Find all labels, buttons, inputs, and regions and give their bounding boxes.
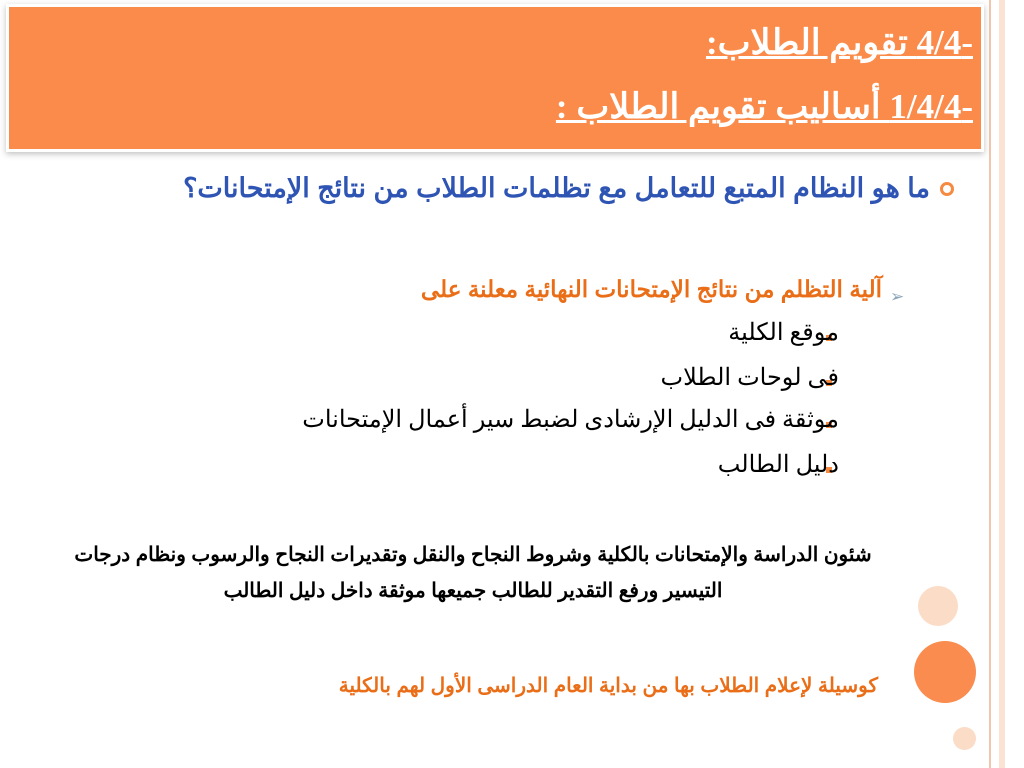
sub-heading: آلية التظلم من نتائج الإمتحانات النهائية معلنة على	[420, 276, 882, 302]
arrow-bullet-icon: ➢	[890, 287, 905, 307]
circle-bullet-icon	[940, 182, 954, 196]
title-banner	[6, 4, 984, 152]
decorative-circle-small	[953, 727, 976, 750]
list-item-student-guide: دليل الطالب	[717, 452, 839, 478]
decorative-circle-light	[918, 586, 958, 626]
decorative-circle-orange	[914, 641, 976, 703]
slide-title-line1: -4/4 تقويم الطلاب:	[705, 23, 973, 62]
list-item-exam-guide: موثقة فى الدليل الإرشادى لضبط سير أعمال الإمتحانات	[302, 407, 839, 433]
slide-title-line2: -1/4/4 أساليب تقويم الطلاب :	[555, 87, 973, 126]
info-paragraph: شئون الدراسة والإمتحانات بالكلية وشروط النجاح والنقل وتقديرات النجاح والرسوب ونظام درجات التيسير ورفع التقدير للطالب جميعها موثقة داخل دليل الطالب	[74, 544, 872, 602]
main-question: ما هو النظام المتبع للتعامل مع تظلمات الطلاب من نتائج الإمتحانات؟	[183, 173, 930, 203]
list-item-student-boards: فى لوحات الطلاب	[660, 365, 839, 391]
decorative-line-inner	[999, 0, 1005, 768]
list-item-college-website: موقع الكلية	[728, 320, 839, 346]
decorative-line-outer	[989, 0, 991, 768]
closing-statement: كوسيلة لإعلام الطلاب بها من بداية العام الدراسى الأول لهم بالكلية	[338, 675, 878, 697]
